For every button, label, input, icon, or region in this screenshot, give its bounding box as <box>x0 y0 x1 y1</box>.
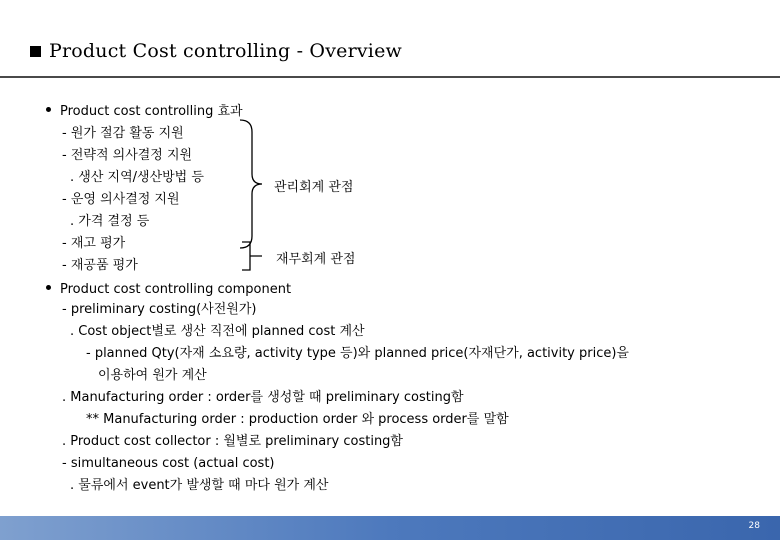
title-divider <box>0 76 780 78</box>
line-manufacturing-order: . Manufacturing order : order를 생성할 때 preliminary costing함 <box>62 390 464 405</box>
line-planned-qty: - planned Qty(자재 소요량, activity type 등)와 planned price(자재단가, activity price)을 <box>86 346 629 361</box>
line-cost-reduction: - 원가 절감 활동 지원 <box>62 126 184 141</box>
line-text: Product cost controlling 효과 <box>60 104 243 119</box>
brace-label-management: 관리회계 관점 <box>274 180 354 195</box>
line-text: Product cost controlling component <box>60 282 292 297</box>
line-manufacturing-order-note: ** Manufacturing order : production order 와 process order를 말함 <box>86 412 509 427</box>
footer-bar <box>0 516 780 540</box>
line-wip-valuation: - 재공품 평가 <box>62 258 138 273</box>
brace-financial-shape <box>242 242 262 270</box>
brace-management <box>238 118 278 250</box>
title-bar <box>30 40 402 62</box>
bullet-dot-icon <box>46 285 51 290</box>
brace-financial <box>240 240 280 272</box>
slide-title: Product Cost controlling - Overview <box>49 40 402 62</box>
line-inventory-valuation: - 재고 평가 <box>62 236 126 251</box>
bullet-component <box>46 282 291 298</box>
brace-label-financial: 재무회계 관점 <box>276 252 356 267</box>
bullet-dot-icon <box>46 107 51 112</box>
page-number: 28 <box>748 521 760 531</box>
line-cost-calc: 이용하여 원가 계산 <box>98 368 207 383</box>
line-price-decision: . 가격 결정 등 <box>70 214 150 229</box>
title-bullet-icon <box>30 46 41 57</box>
line-production-region: . 생산 지역/생산방법 등 <box>70 170 204 185</box>
line-strategic-decision: - 전략적 의사결정 지원 <box>62 148 193 163</box>
line-product-cost-collector: . Product cost collector : 월별로 preliminary costing함 <box>62 434 403 449</box>
line-simultaneous-cost: - simultaneous cost (actual cost) <box>62 456 275 471</box>
line-operational-decision: - 운영 의사결정 지원 <box>62 192 180 207</box>
line-logistics-event: . 물류에서 event가 발생할 때 마다 원가 계산 <box>70 478 329 493</box>
line-cost-object: . Cost object별로 생산 직전에 planned cost 계산 <box>70 324 365 339</box>
line-preliminary-costing: - preliminary costing(사전원가) <box>62 302 257 317</box>
bullet-effects <box>46 104 243 120</box>
brace-management-shape <box>240 120 262 248</box>
